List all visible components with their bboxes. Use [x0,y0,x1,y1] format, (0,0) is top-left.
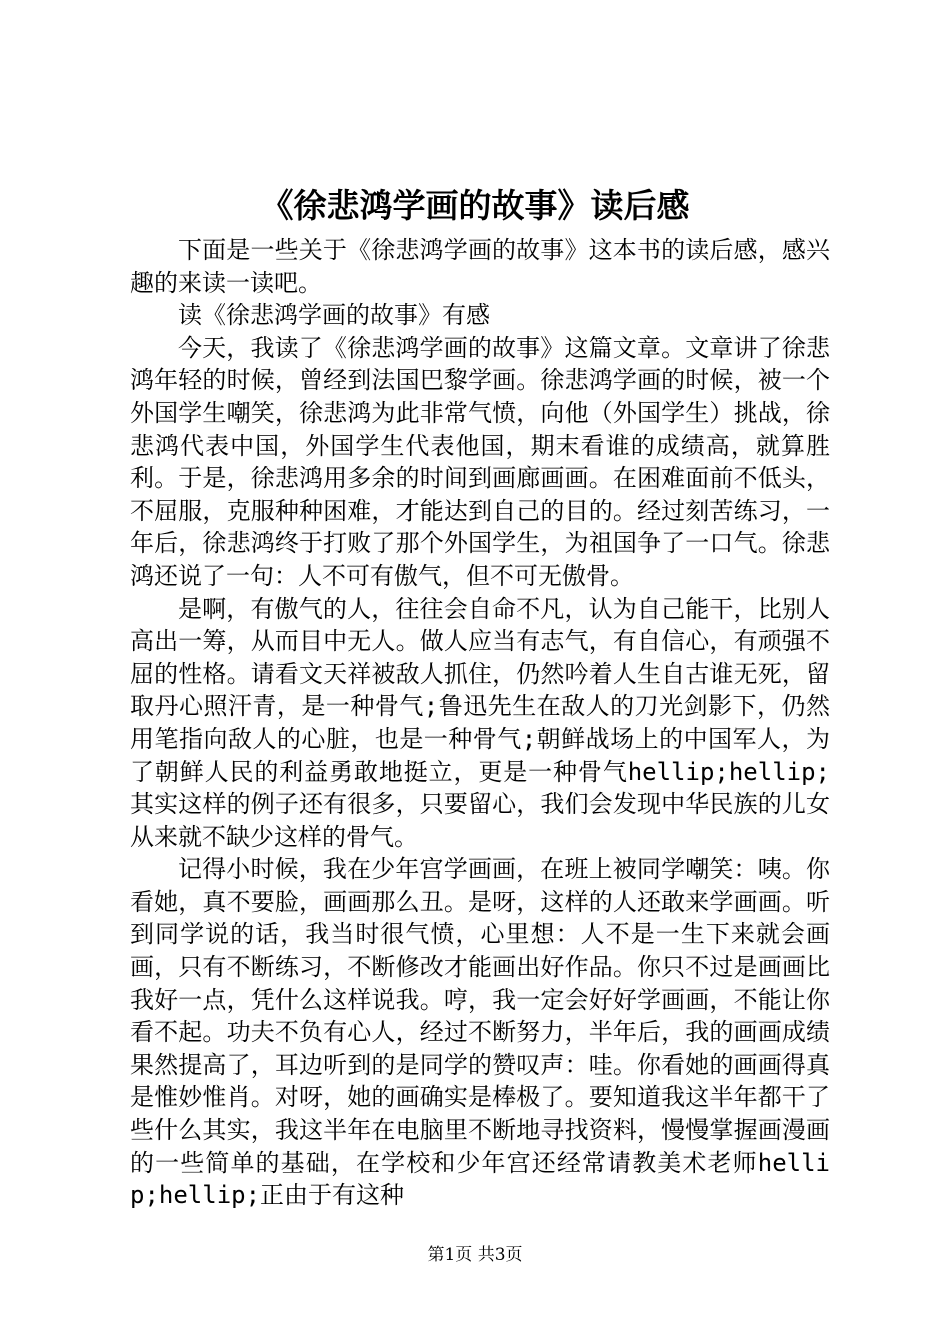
paragraph: 今天，我读了《徐悲鸿学画的故事》这篇文章。文章讲了徐悲鸿年轻的时候，曾经到法国巴黎学画。徐悲鸿学画的时候，被一个外国学生嘲笑，徐悲鸿为此非常气愤，向他（外国学生）挑战，徐悲鸿代表中国，外国学生代表他国，期末看谁的成绩高，就算胜利。于是，徐悲鸿用多余的时间到画廊画画。在困难面前不低头，不屈服，克服种种困难，才能达到自己的目的。经过刻苦练习，一年后，徐悲鸿终于打败了那个外国学生，为祖国争了一口气。徐悲鸿还说了一句：人不可有傲气，但不可无傲骨。 [130,333,830,590]
paragraph: 记得小时候，我在少年宫学画画，在班上被同学嘲笑：咦。你看她，真不要脸，画画那么丑。是呀，这样的人还敢来学画画。听到同学说的话，我当时很气愤，心里想：人不是一生下来就会画画，只有不断练习，不断修改才能画出好作品。你只不过是画画比我好一点，凭什么这样说我。哼，我一定会好好学画画，不能让你看不起。功夫不负有心人，经过不断努力，半年后，我的画画成绩果然提高了，耳边听到的是同学的赞叹声：哇。你看她的画画得真是惟妙惟肖。对呀，她的画确实是棒极了。要知道我这半年都干了些什么其实，我这半年在电脑里不断地寻找资料，慢慢掌握画漫画的一些简单的基础，在学校和少年宫还经常请教美术老师hellip;hellip;正由于有这种 [130,855,830,1210]
document-title: 《徐悲鸿学画的故事》读后感 [260,186,690,225]
page-number-footer: 第1页 共3页 [427,1245,523,1265]
paragraph-intro: 下面是一些关于《徐悲鸿学画的故事》这本书的读后感，感兴趣的来读一读吧。 [130,236,830,297]
document-body [130,234,830,1212]
paragraph: 是啊，有傲气的人，往往会自命不凡，认为自己能干，比别人高出一筹，从而目中无人。做人应当有志气，有自信心，有顽强不屈的性格。请看文天祥被敌人抓住，仍然吟着人生自古谁无死，留取丹心照汗青，是一种骨气;鲁迅先生在敌人的刀光剑影下，仍然用笔指向敌人的心脏，也是一种骨气;朝鲜战场上的中国军人，为了朝鲜人民的利益勇敢地挺立，更是一种骨气hellip;hellip;其实这样的例子还有很多，只要留心，我们会发现中华民族的儿女从来就不缺少这样的骨气。 [130,594,830,851]
paragraph-subtitle: 读《徐悲鸿学画的故事》有感 [178,301,490,330]
